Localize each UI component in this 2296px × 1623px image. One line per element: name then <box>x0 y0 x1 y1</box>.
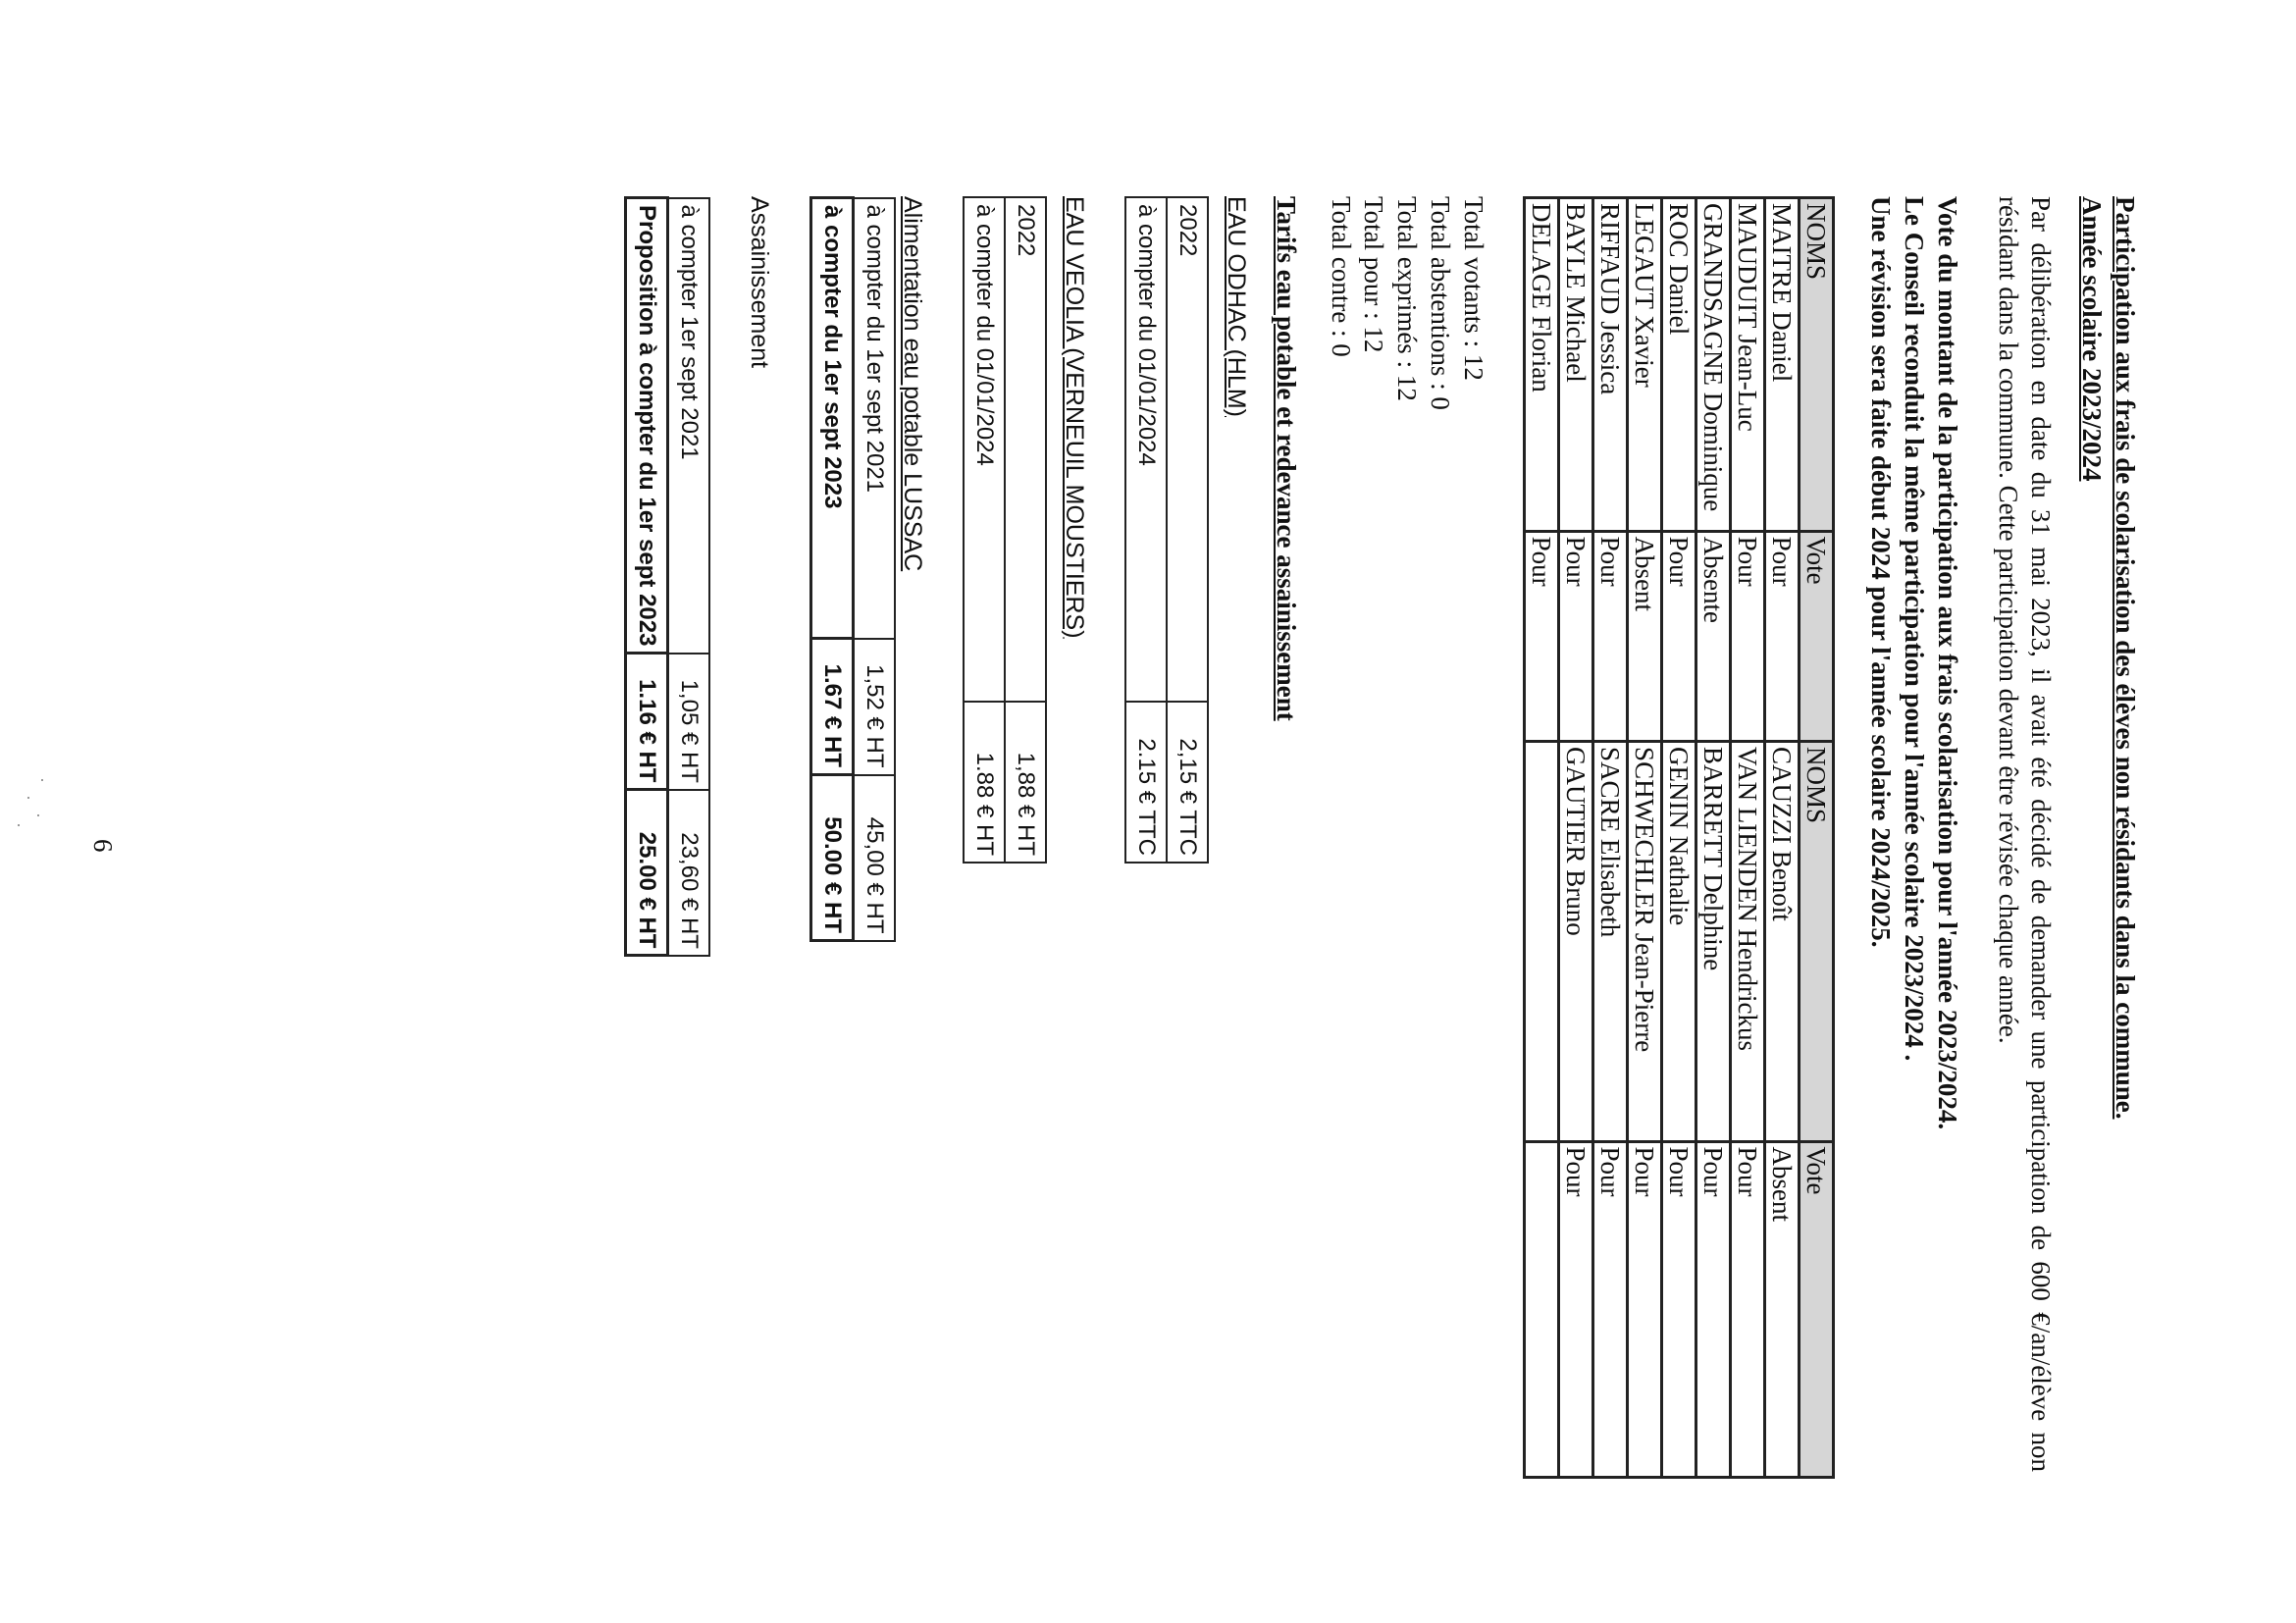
member-vote: Pour <box>1627 1141 1661 1478</box>
member-name: ROC Daniel <box>1661 198 1696 532</box>
odhac-label: EAU ODHAC (HLM) <box>1223 196 1251 418</box>
price-cell: 2.15 € TTC <box>1125 702 1167 863</box>
member-name: BAYLE Michael <box>1558 198 1592 532</box>
total-exprimes: Total exprimés : 12 <box>1392 196 1423 401</box>
table-row <box>1005 197 1046 863</box>
price-cell: 1.88 € HT <box>964 702 1005 863</box>
member-vote: Pour <box>1696 1141 1730 1478</box>
vote-table-header <box>1799 198 1833 1478</box>
lussac-label: Alimentation eau potable LUSSAC <box>898 196 926 572</box>
member-name: LEGAUT Xavier <box>1627 198 1661 532</box>
header-vote: Vote <box>1799 1141 1833 1478</box>
member-vote: Pour <box>1764 531 1799 741</box>
lussac-table <box>810 196 897 942</box>
member-name: GAUTIER Bruno <box>1558 742 1592 1141</box>
header-names: NOMS <box>1799 198 1833 532</box>
total-pour: Total pour : 12 <box>1359 196 1389 353</box>
member-name: BARRETT Delphine <box>1696 742 1730 1141</box>
veolia-label: EAU VEOLIA (VERNEUIL MOUSTIERS) <box>1061 196 1088 639</box>
member-name: CAUZZI Benoît <box>1764 742 1799 1141</box>
table-row <box>626 198 668 956</box>
vote-line: Vote du montant de la participation aux frais scolarisation pour l'année 2023/2024. <box>1933 196 1962 1130</box>
table-row <box>854 198 896 941</box>
member-vote: Pour <box>1661 531 1696 741</box>
member-name: GRANDSAGNE Dominique <box>1696 198 1730 532</box>
table-row <box>1627 198 1661 1478</box>
vote-line: Une révision sera faite début 2024 pour l'année scolaire 2024/2025. <box>1866 196 1897 948</box>
member-vote: Pour <box>1558 531 1592 741</box>
member-name: MAUDUIT Jean-Luc <box>1730 198 1764 532</box>
period-cell: Proposition à compter du 1er sept 2023 <box>626 198 668 654</box>
member-vote: Pour <box>1730 1141 1764 1478</box>
member-vote: Absente <box>1696 531 1730 741</box>
veolia-table <box>963 196 1047 864</box>
table-row <box>668 198 710 956</box>
vote-line: Le Conseil reconduit la même participation pour l'année scolaire 2023/2024 . <box>1900 196 1930 1062</box>
member-vote: Pour <box>1730 531 1764 741</box>
member-name: MAITRE Daniel <box>1764 198 1799 532</box>
member-vote: Absent <box>1627 531 1661 741</box>
member-vote: Pour <box>1661 1141 1696 1478</box>
price-cell: 2,15 € TTC <box>1167 702 1208 863</box>
member-name: GENIN Nathalie <box>1661 742 1696 1141</box>
member-name: RIFFAUD Jessica <box>1592 198 1627 532</box>
section-title: Participation aux frais de scolarisation des élèves non résidants dans la commune. <box>2111 196 2140 1120</box>
assainissement-table <box>624 196 710 957</box>
assainissement-label: Assainissement <box>746 196 774 369</box>
member-name: SCHWECHLER Jean-Pierre <box>1627 742 1661 1141</box>
scan-specks <box>10 775 49 834</box>
table-row <box>1764 198 1799 1478</box>
subscription-cell: 50.00 € HT <box>811 775 854 941</box>
period-cell: à compter 1er sept 2021 <box>668 198 710 654</box>
header-vote: Vote <box>1799 531 1833 741</box>
table-row <box>1661 198 1696 1478</box>
subscription-cell: 23,60 € HT <box>668 790 710 956</box>
table-row <box>1730 198 1764 1478</box>
member-vote: Absent <box>1764 1141 1799 1478</box>
member-vote: Pour <box>1592 531 1627 741</box>
table-row <box>811 198 854 941</box>
total-abstentions: Total abstentions : 0 <box>1426 196 1455 410</box>
period-cell: à compter du 1er sept 2023 <box>811 198 854 639</box>
table-row <box>964 197 1005 863</box>
price-cell: 1,88 € HT <box>1005 702 1046 863</box>
subscription-cell: 45,00 € HT <box>854 775 896 941</box>
price-cell: 1,05 € HT <box>668 654 710 790</box>
price-cell: 1.67 € HT <box>811 639 854 775</box>
member-vote <box>1524 1141 1558 1478</box>
header-names: NOMS <box>1799 742 1833 1141</box>
subscription-cell: 25.00 € HT <box>626 790 668 956</box>
tarifs-title: Tarifs eau potable et redevance assainissement <box>1272 196 1301 721</box>
total-contre: Total contre : 0 <box>1326 196 1356 357</box>
period-cell: à compter du 01/01/2024 <box>1125 197 1167 702</box>
member-name: VAN LIENDEN Hendrickus <box>1730 742 1764 1141</box>
odhac-table <box>1124 196 1209 864</box>
table-row <box>1524 198 1558 1478</box>
table-row <box>1592 198 1627 1478</box>
table-row <box>1696 198 1730 1478</box>
total-votants: Total votants : 12 <box>1458 196 1488 381</box>
vote-table <box>1523 196 1835 1479</box>
price-cell: 1,52 € HT <box>854 639 896 775</box>
document-content <box>589 196 2141 1472</box>
member-vote: Pour <box>1592 1141 1627 1478</box>
vote-statement <box>1864 196 1963 1472</box>
member-name: SACRE Elisabeth <box>1592 742 1627 1141</box>
table-row <box>1167 197 1208 863</box>
table-row <box>1125 197 1167 863</box>
period-cell: 2022 <box>1005 197 1046 702</box>
intro-paragraph: Par délibération en date du 31 mai 2023, il avait été décidé de demander une participation de 600 €/an/élève non résidant dans la commune. Cette participation devant être révisée chaque année. <box>1993 196 2057 1472</box>
price-cell: 1.16 € HT <box>626 654 668 790</box>
member-name: DELAGE Florian <box>1524 198 1558 532</box>
member-vote: Pour <box>1524 531 1558 741</box>
member-vote: Pour <box>1558 1141 1592 1478</box>
section-subtitle: Année scolaire 2023/2024 <box>2077 196 2108 482</box>
period-cell: à compter du 01/01/2024 <box>964 197 1005 702</box>
vote-totals <box>1324 196 1489 1472</box>
page-number: 6 <box>88 839 118 853</box>
period-cell: 2022 <box>1167 197 1208 702</box>
period-cell: à compter du 1er sept 2021 <box>854 198 896 639</box>
table-row <box>1558 198 1592 1478</box>
member-name <box>1524 742 1558 1141</box>
